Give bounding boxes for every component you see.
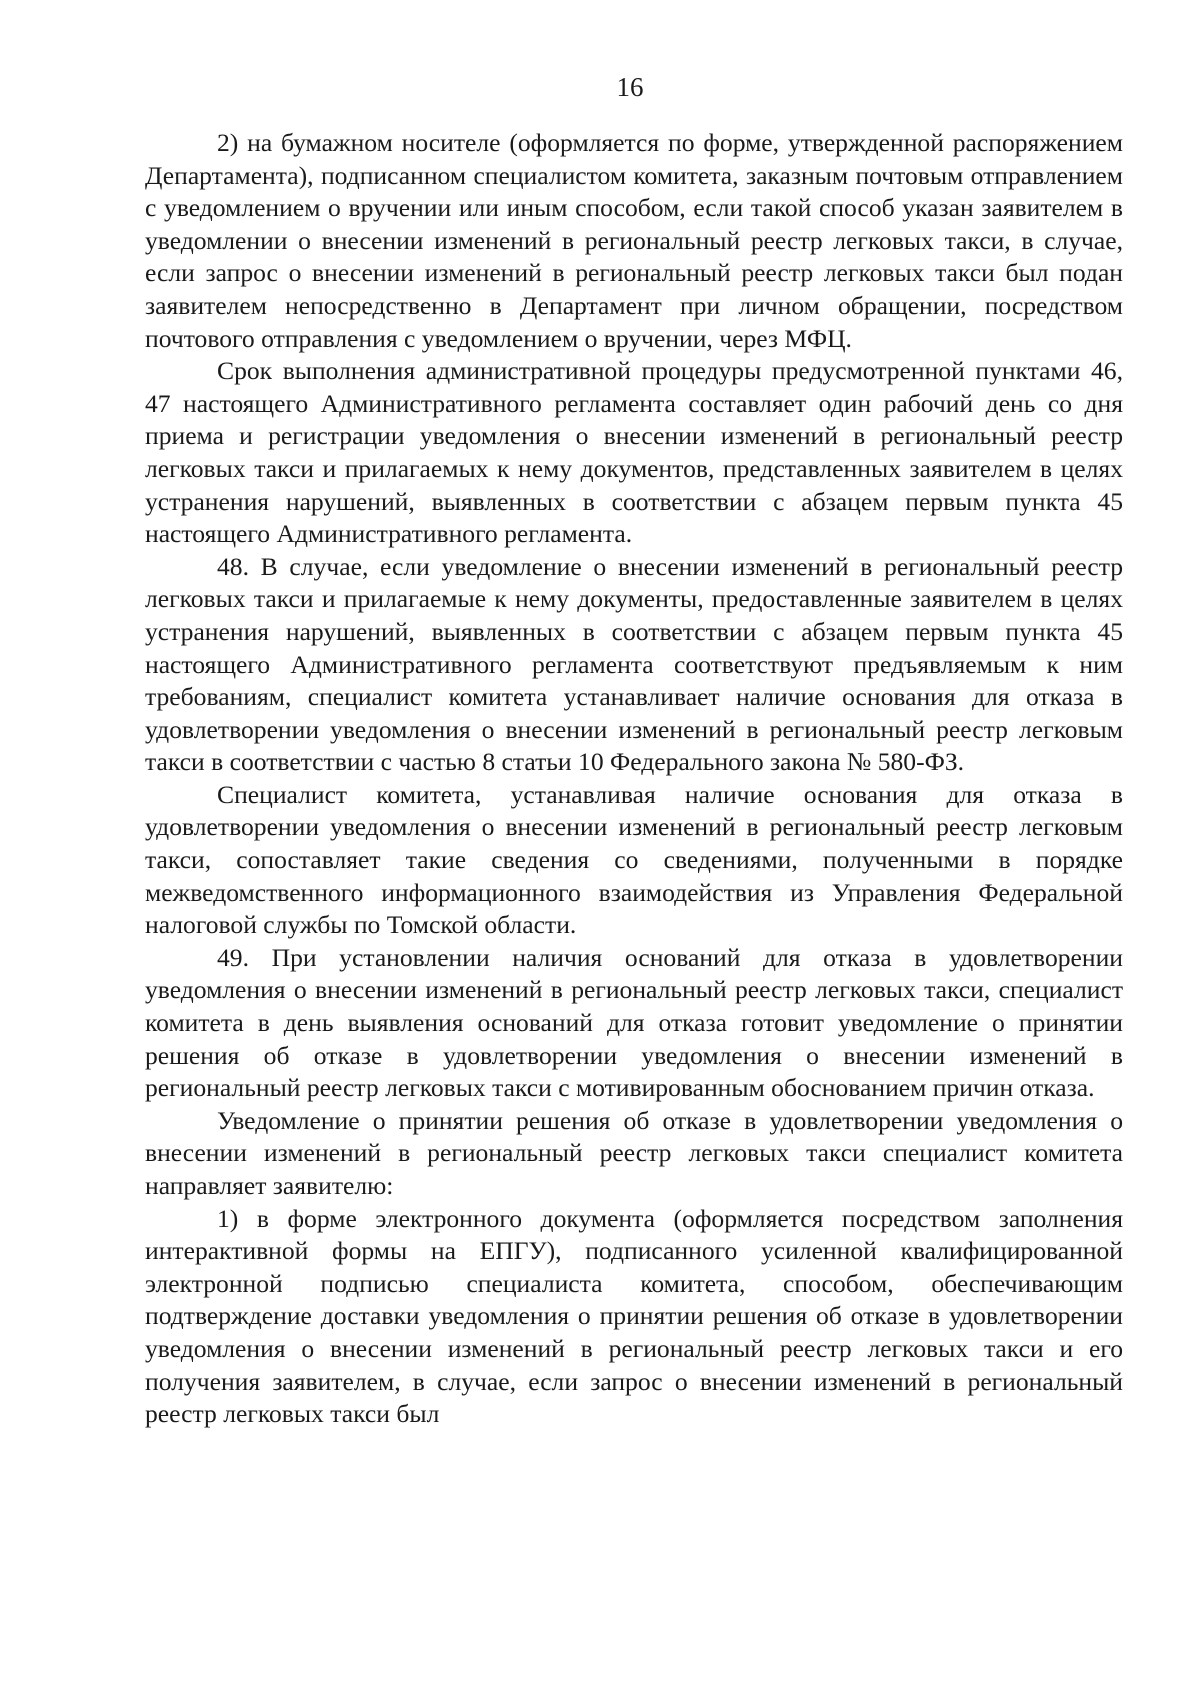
paragraph-item-49: 49. При установлении наличия оснований для отказа в удовлетворении уведомления о внесении изменений в региональный реестр легковых такси, специалист комитета в день выявления оснований для отказа готовит уведомление о принятии решения об отказе в удовлетворении уведомления о внесении изменений в региональный реестр легковых такси с мотивированным обоснованием причин отказа. bbox=[145, 942, 1123, 1103]
paragraph-refusal-notice: Уведомление о принятии решения об отказе в удовлетворении уведомления о внесении изменений в региональный реестр легковых такси специалист комитета направляет заявителю: bbox=[145, 1105, 1123, 1200]
page-number: 16 bbox=[616, 72, 644, 102]
paragraph-procedure-term: Срок выполнения административной процедуры предусмотренной пунктами 46, 47 настоящего Административного регламента составляет один рабочий день со дня приема и регистрации уведомления о внесении изменений в региональный реестр легковых такси и прилагаемых к нему документов, представленных заявителем в целях устранения нарушений, выявленных в соответствии с абзацем первым пункта 45 настоящего Административного регламента. bbox=[145, 356, 1123, 549]
paragraph-electronic-delivery: 1) в форме электронного документа (оформляется посредством заполнения интерактивной формы на ЕПГУ), подписанного усиленной квалифицированной электронной подписью специалиста комитета, способом, обеспечивающим подтверждение доставки уведомления о принятии решения об отказе в удовлетворении уведомления о внесении изменений в региональный реестр легковых такси и его получения заявителем, в случае, если запрос о внесении изменений в региональный реестр легковых такси был bbox=[145, 1203, 1123, 1429]
paragraph-paper-delivery: 2) на бумажном носителе (оформляется по форме, утвержденной распоряжением Департамента), подписанном специалистом комитета, заказным почтовым отправлением с уведомлением о вручении или иным способом, если такой способ указан заявителем в уведомлении о внесении изменений в региональный реестр легковых такси, в случае, если запрос о внесении изменений в региональный реестр легковых такси был подан заявителем непосредственно в Департамент при личном обращении, посредством почтового отправления с уведомлением о вручении, через МФЦ. bbox=[145, 128, 1123, 353]
document-body bbox=[145, 127, 1123, 1431]
paragraph-item-48: 48. В случае, если уведомление о внесении изменений в региональный реестр легковых такси и прилагаемые к нему документы, предоставленные заявителем в целях устранения нарушений, выявленных в соответствии с абзацем первым пункта 45 настоящего Административного регламента соответствуют предъявляемым к ним требованиям, специалист комитета устанавливает наличие основания для отказа в удовлетворении уведомления о внесении изменений в региональный реестр легковым такси в соответствии с частью 8 статьи 10 Федерального закона № 580-ФЗ. bbox=[145, 551, 1123, 777]
paragraph-specialist-comparison: Специалист комитета, устанавливая наличие основания для отказа в удовлетворении уведомления о внесении изменений в региональный реестр легковым такси, сопоставляет такие сведения со сведениями, полученными в порядке межведомственного информационного взаимодействия из Управления Федеральной налоговой службы по Томской области. bbox=[145, 779, 1123, 940]
